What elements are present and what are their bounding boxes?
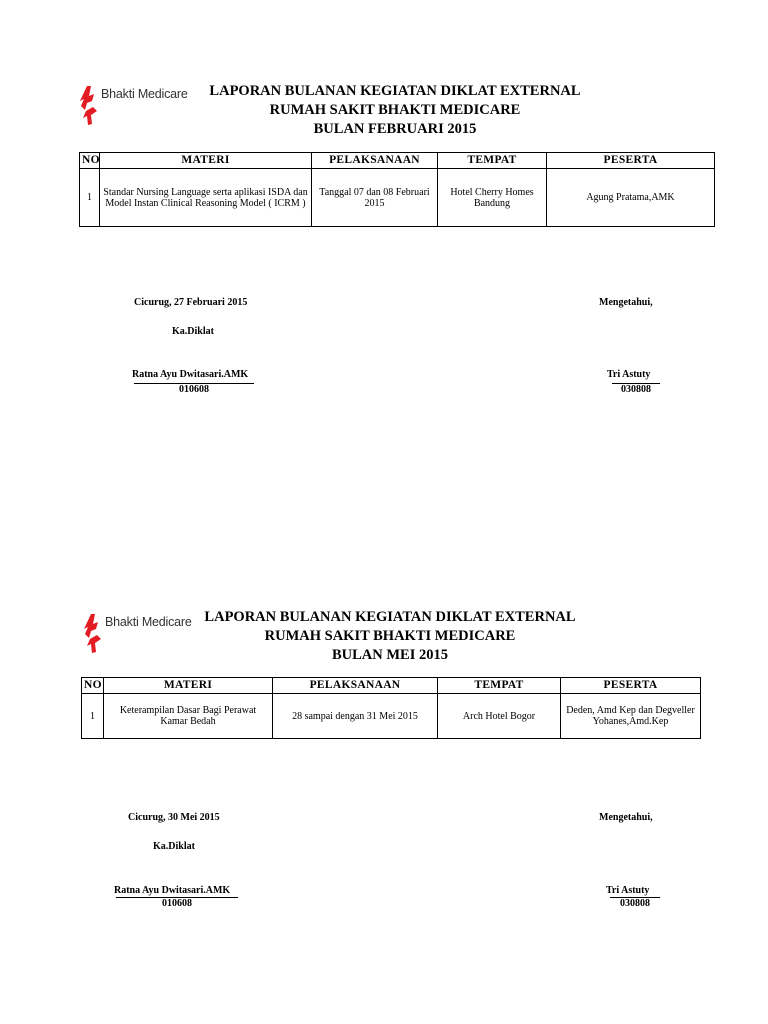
header-materi: MATERI xyxy=(104,678,273,694)
right-signer-name: Tri Astuty xyxy=(607,369,651,380)
report-table xyxy=(81,677,701,739)
logo-text: Bhakti Medicare xyxy=(105,615,192,629)
report-title xyxy=(145,608,635,665)
cell-no: 1 xyxy=(80,169,100,227)
cell-pelaksanaan: 28 sampai dengan 31 Mei 2015 xyxy=(273,694,438,739)
left-role: Ka.Diklat xyxy=(153,841,195,852)
title-line-2: RUMAH SAKIT BHAKTI MEDICARE xyxy=(269,102,521,118)
title-line-1: LAPORAN BULANAN KEGIATAN DIKLAT EXTERNAL xyxy=(209,83,581,99)
header-peserta: PESERTA xyxy=(547,153,715,169)
title-line-1: LAPORAN BULANAN KEGIATAN DIKLAT EXTERNAL xyxy=(204,609,576,625)
cell-materi: Standar Nursing Language serta aplikasi ISDA dan Model Instan Clinical Reasoning Model ( ICRM ) xyxy=(100,169,312,227)
table-header-row xyxy=(82,678,701,694)
report-title xyxy=(150,82,640,139)
report-table xyxy=(79,152,715,227)
table-row xyxy=(82,694,701,739)
left-signer-id: 010608 xyxy=(134,383,254,395)
right-signer-name: Tri Astuty xyxy=(606,885,650,896)
header-tempat: TEMPAT xyxy=(438,153,547,169)
place-date: Cicurug, 30 Mei 2015 xyxy=(128,812,220,823)
place-date: Cicurug, 27 Februari 2015 xyxy=(134,297,248,308)
table-row xyxy=(80,169,715,227)
cell-tempat: Hotel Cherry Homes Bandung xyxy=(438,169,547,227)
header-pelaksanaan: PELAKSANAAN xyxy=(312,153,438,169)
cell-tempat: Arch Hotel Bogor xyxy=(438,694,561,739)
left-role: Ka.Diklat xyxy=(172,326,214,337)
right-label: Mengetahui, xyxy=(599,297,653,308)
right-signer-id: 030808 xyxy=(610,897,660,909)
header-no: NO xyxy=(80,153,100,169)
right-signer-id: 030808 xyxy=(612,383,660,395)
table-header-row xyxy=(80,153,715,169)
left-signer-name: Ratna Ayu Dwitasari.AMK xyxy=(114,885,231,896)
title-line-2: RUMAH SAKIT BHAKTI MEDICARE xyxy=(264,628,516,644)
header-pelaksanaan: PELAKSANAAN xyxy=(273,678,438,694)
cell-pelaksanaan: Tanggal 07 dan 08 Februari 2015 xyxy=(312,169,438,227)
left-signer-name: Ratna Ayu Dwitasari.AMK xyxy=(132,369,249,380)
header-peserta: PESERTA xyxy=(561,678,701,694)
bhakti-medicare-logo-icon xyxy=(84,612,102,654)
right-label: Mengetahui, xyxy=(599,812,653,823)
header-no: NO xyxy=(82,678,104,694)
title-line-3: BULAN FEBRUARI 2015 xyxy=(313,121,477,137)
cell-peserta: Deden, Amd Kep dan Degveller Yohanes,Amd.Kep xyxy=(561,694,701,739)
cell-peserta: Agung Pratama,AMK xyxy=(547,169,715,227)
logo-text: Bhakti Medicare xyxy=(101,87,188,101)
cell-no: 1 xyxy=(82,694,104,739)
header-tempat: TEMPAT xyxy=(438,678,561,694)
cell-materi: Keterampilan Dasar Bagi Perawat Kamar Bedah xyxy=(104,694,273,739)
bhakti-medicare-logo-icon xyxy=(80,84,98,126)
left-signer-id: 010608 xyxy=(116,897,238,909)
title-line-3: BULAN MEI 2015 xyxy=(331,647,448,663)
header-materi: MATERI xyxy=(100,153,312,169)
